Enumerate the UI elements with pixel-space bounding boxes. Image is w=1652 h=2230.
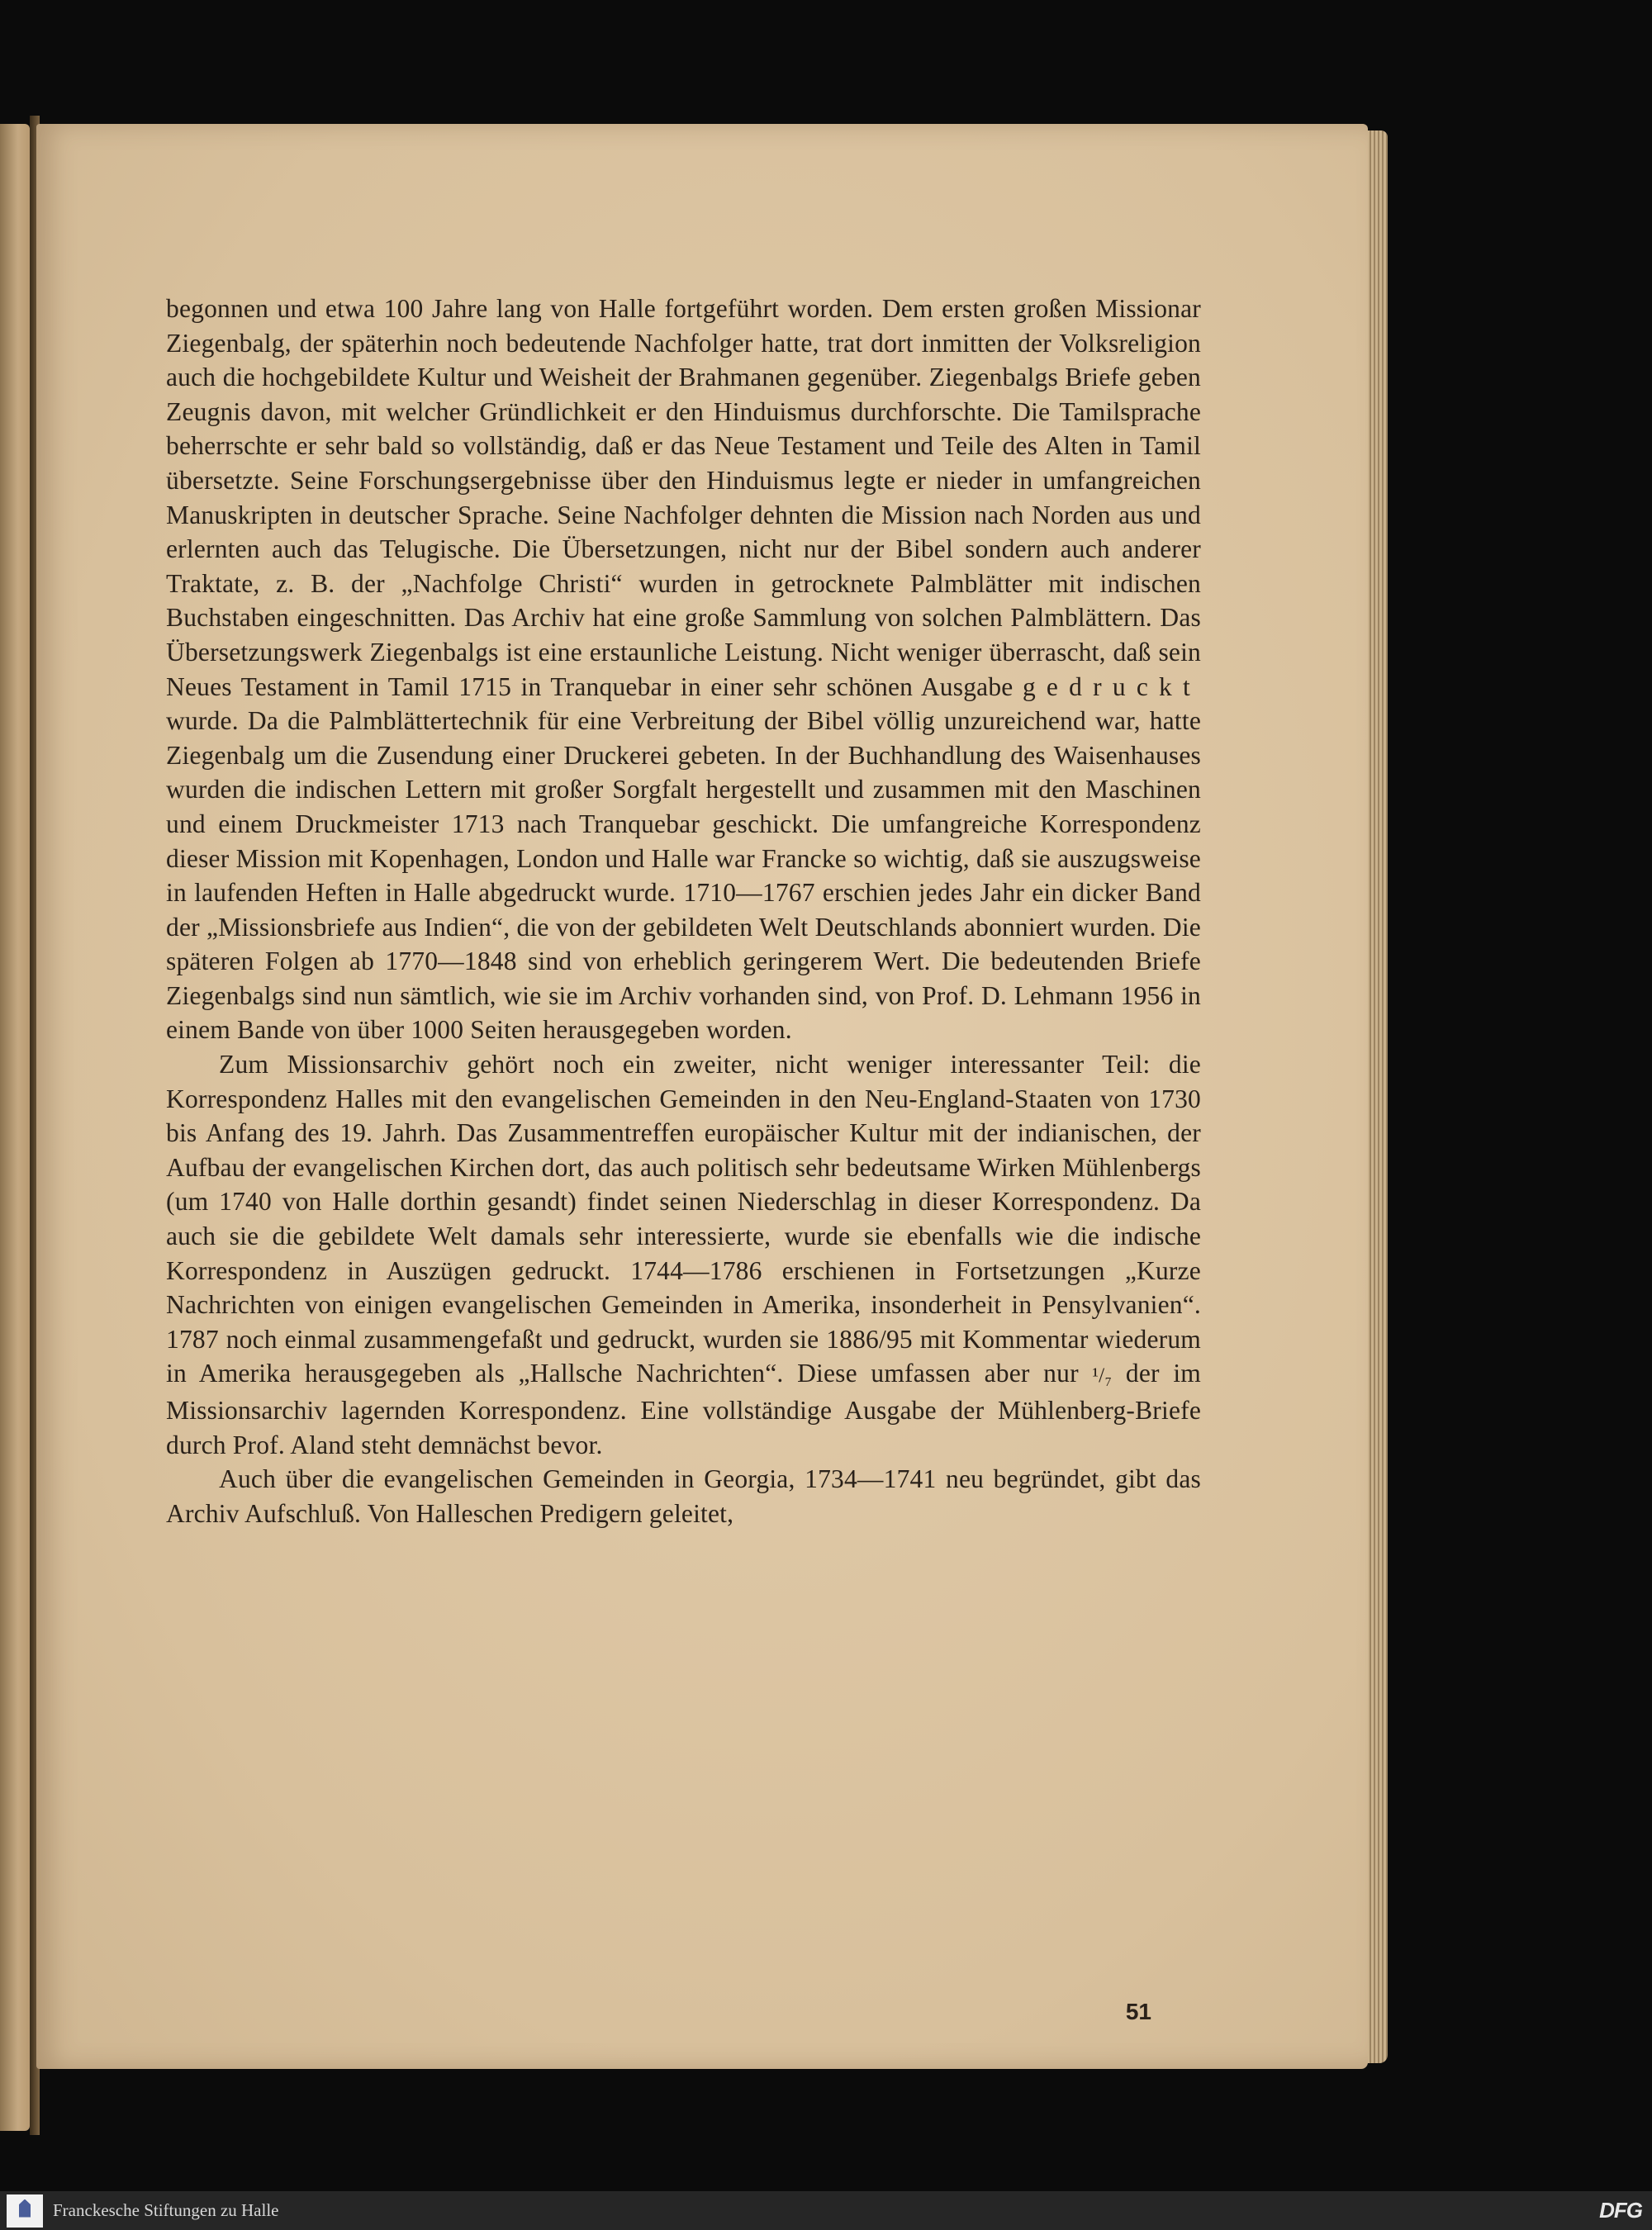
- paragraph-3: [166, 1462, 1201, 1530]
- facing-page-edge: [0, 124, 30, 2131]
- paragraph-1-text-b: wurde. Da die Palmblättertechnik für eine Verbreitung der Bibel völlig unzureichend war, hatte Ziegenbalg um die Zusendung einer Druckerei gebeten. In der Buchhandlung des Waisenhauses wurden die indischen Lettern mit großer Sorgfalt hergestellt und zusammen mit den Maschinen und einem Druckmeister 1713 nach Tranquebar geschickt. Die umfangreiche Korrespondenz dieser Mission mit Kopenhagen, London und Halle war Francke so wichtig, daß sie auszugsweise in laufenden Heften in Halle abgedruckt wurde. 1710—1767 erschien jedes Jahr ein dicker Band der „Missionsbriefe aus Indien“, die von der gebildeten Welt Deutschlands abonniert wurden. Die späteren Folgen ab 1770—1848 sind von erheblich geringerem Wert. Die bedeutenden Briefe Ziegenbalgs sind nun sämtlich, wie sie im Archiv vorhanden sind, von Prof. D. Lehmann 1956 in einem Bande von über 1000 Seiten herausgegeben worden.: [166, 706, 1201, 1045]
- footer-institution: Franckesche Stiftungen zu Halle: [53, 2200, 279, 2220]
- paragraph-3-text: Auch über die evangelischen Gemeinden in Georgia, 1734—1741 neu begründet, gibt das Archiv Aufschluß. Von Halleschen Predigern geleitet,: [166, 1464, 1201, 1528]
- dfg-logo: DFG: [1599, 2198, 1642, 2223]
- paragraph-2-text-a: Zum Missionsarchiv gehört noch ein zweiter, nicht weniger interessanter Teil: die Korrespondenz Halles mit den evangelischen Gemeinden in den Neu-England-Staaten von 1730 bis Anfang des 19. Jahrh. Das Zusammentreffen europäischer Kultur mit der indianischen, der Aufbau der evangelischen Kirchen dort, das auch politisch sehr bedeutsame Wirken Mühlenbergs (um 1740 von Halle dorthin gesandt) findet seinen Niederschlag in dieser Korrespondenz. Da auch sie die gebildete Welt damals sehr interessierte, wurde sie ebenfalls wie die indische Korrespondenz in Auszügen gedruckt. 1744—1786 erschienen in Fortsetzungen „Kurze Nachrichten von einigen evangelischen Gemeinden in Amerika, insonderheit in Pensylvanien“. 1787 noch einmal zusammengefaßt und gedruckt, wurden sie 1886/95 mit Kommentar wiederum in Amerika herausgegeben als „Hallsche Nachrichten“. Diese umfassen aber nur: [166, 1050, 1201, 1388]
- fraction-one-seventh: ¹/₇: [1092, 1364, 1113, 1388]
- book-page: [36, 124, 1368, 2069]
- paragraph-1-text-a: begonnen und etwa 100 Jahre lang von Halle fortgeführt worden. Dem ersten großen Missionar Ziegenbalg, der späterhin noch bedeutende Nachfolger hatte, trat dort inmitten der Volksreligion auch die hochgebildete Kultur und Weisheit der Brahmanen gegenüber. Ziegenbalgs Briefe geben Zeugnis davon, mit welcher Gründlichkeit er den Hinduismus durchforschte. Die Tamilsprache beherrschte er sehr bald so vollständig, daß er das Neue Testament und Teile des Alten in Tamil übersetzte. Seine Forschungsergebnisse über den Hinduismus legte er nieder in umfangreichen Manuskripten in deutscher Sprache. Seine Nachfolger dehnten die Mission nach Norden aus und erlernten auch das Telugische. Die Übersetzungen, nicht nur der Bibel sondern auch anderer Traktate, z. B. der „Nachfolge Christi“ wurden in getrocknete Palmblätter mit indischen Buchstaben eingeschnitten. Das Archiv hat eine große Sammlung von solchen Palmblättern. Das Übersetzungswerk Ziegenbalgs ist eine erstaunliche Leistung. Nicht weniger überrascht, daß sein Neues Testament in Tamil 1715 in Tranquebar in einer sehr schönen Ausgabe: [166, 294, 1201, 701]
- paragraph-2-text-b: der im Missionsarchiv lagernden Korrespondenz. Eine vollständige Ausgabe der Mühlenberg-Briefe durch Prof. Aland steht demnächst bevor.: [166, 1359, 1202, 1459]
- logo-mark: [19, 2199, 31, 2218]
- body-text: [166, 292, 1201, 1530]
- footer-bar: [0, 2191, 1652, 2230]
- emphasis-gedruckt: gedruckt: [1022, 671, 1201, 701]
- paragraph-2: [166, 1047, 1201, 1462]
- franckesche-stiftungen-logo-icon: [7, 2194, 43, 2228]
- page-number: 51: [1125, 1999, 1151, 2024]
- paragraph-1: [166, 292, 1201, 1047]
